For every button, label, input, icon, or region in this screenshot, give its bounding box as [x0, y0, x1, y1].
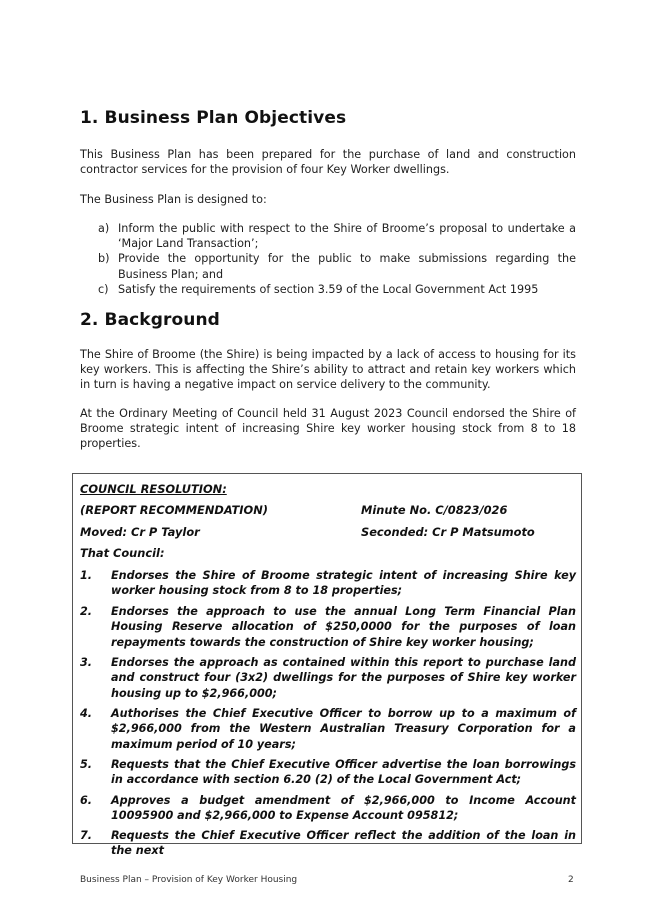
resolution-item [80, 604, 576, 650]
list-item [98, 282, 576, 297]
resolution-item-number: 1. [80, 569, 93, 582]
resolution-item-number: 3. [80, 656, 93, 669]
section-2-paragraph-1: The Shire of Broome (the Shire) is being impacted by a lack of access to housing for its key workers. This is affecting the Shire’s ability to attract and retain key workers which in turn is having a negative impact on service delivery to the community. [80, 348, 576, 392]
resolution-item-text: Endorses the Shire of Broome strategic intent of increasing Shire key worker housing stock from 8 to 18 properties; [111, 569, 576, 598]
resolution-item-number: 4. [80, 707, 93, 720]
minute-number: Minute No. C/0823/026 [361, 503, 508, 517]
list-item [98, 221, 576, 251]
resolution-item-number: 2. [80, 605, 93, 618]
objectives-list [98, 221, 576, 297]
report-recommendation: (REPORT RECOMMENDATION) [80, 503, 268, 517]
section-2-paragraph-2: At the Ordinary Meeting of Council held 31 August 2023 Council endorsed the Shire of Broome strategic intent of increasing Shire key worker housing stock from 8 to 18 properties. [80, 407, 576, 451]
that-council: That Council: [80, 546, 165, 560]
section-2-heading: 2. Background [80, 310, 220, 330]
resolution-item [80, 655, 576, 701]
resolution-item [80, 706, 576, 752]
resolution-title: COUNCIL RESOLUTION: [80, 482, 227, 496]
resolution-item-text: Requests the Chief Executive Officer reflect the addition of the loan in the next [111, 829, 576, 858]
list-item-text: Provide the opportunity for the public to make submissions regarding the Business Plan; and [118, 252, 576, 281]
list-item-label: c) [98, 282, 109, 296]
section-1-paragraph-2: The Business Plan is designed to: [80, 193, 267, 206]
resolution-item [80, 757, 576, 788]
seconded-by: Seconded: Cr P Matsumoto [361, 525, 535, 539]
council-resolution-box [72, 473, 582, 858]
list-item-label: a) [98, 222, 110, 235]
list-item [98, 251, 576, 281]
resolution-item [80, 793, 576, 824]
resolution-item-text: Approves a budget amendment of $2,966,000 to Income Account 10095900 and $2,966,000 to Expense Account 095812; [111, 794, 576, 823]
list-item-text: Satisfy the requirements of section 3.59 of the Local Government Act 1995 [118, 282, 539, 296]
resolution-item-text: Endorses the approach as contained within this report to purchase land and construct four (3x2) dwellings for the purposes of Shire key worker housing up to $2,966,000; [111, 656, 576, 700]
moved-by: Moved: Cr P Taylor [80, 525, 200, 539]
resolution-item-number: 5. [80, 758, 93, 771]
list-item-text: Inform the public with respect to the Shire of Broome’s proposal to undertake a ‘Major Land Transaction’; [118, 222, 576, 251]
resolution-item-number: 6. [80, 794, 93, 807]
footer-title: Business Plan – Provision of Key Worker Housing [80, 875, 298, 885]
section-1-heading: 1. Business Plan Objectives [80, 108, 347, 128]
resolution-item [80, 828, 576, 859]
page-number: 2 [568, 875, 574, 885]
resolution-item-number: 7. [80, 829, 93, 842]
resolution-item [80, 568, 576, 599]
resolution-item-text: Endorses the approach to use the annual Long Term Financial Plan Housing Reserve allocation of $250,0000 for the purposes of loan repayments towards the construction of Shire key worker housing; [111, 605, 576, 649]
section-1-paragraph-1: This Business Plan has been prepared for the purchase of land and construction contractor services for the provision of four Key Worker dwellings. [80, 148, 576, 177]
resolution-item-text: Requests that the Chief Executive Officer advertise the loan borrowings in accordance with section 6.20 (2) of the Local Government Act; [111, 758, 576, 787]
list-item-label: b) [98, 252, 110, 266]
resolution-item-text: Authorises the Chief Executive Officer to borrow up to a maximum of $2,966,000 from the Western Australian Treasury Corporation for a maximum period of 10 years; [111, 707, 576, 751]
